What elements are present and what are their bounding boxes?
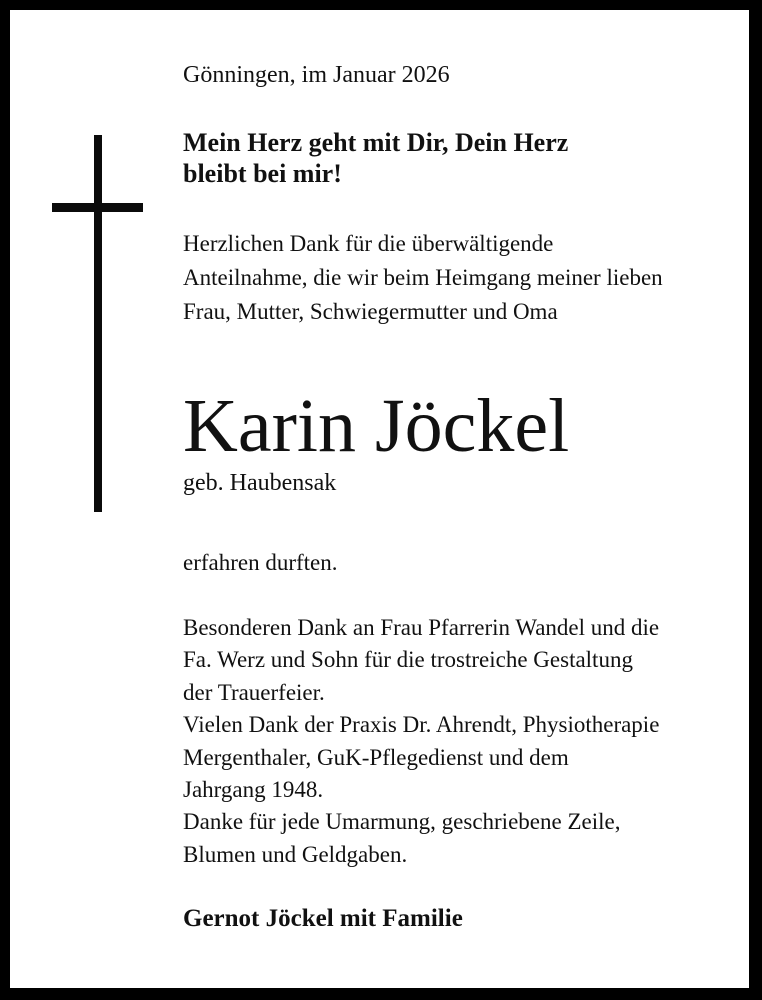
headline-line: Mein Herz geht mit Dir, Dein Herz [183,128,569,157]
thanks-line: Mergenthaler, GuK-Pflegedienst und dem [183,744,569,770]
thanks-line: Fa. Werz und Sohn für die trostreiche Gestaltung [183,647,633,673]
thanks-line: Blumen und Geldgaben. [183,841,408,867]
thanks-text [183,612,659,871]
deceased-name: Karin Jöckel [183,384,570,468]
cross-vertical-bar [94,135,102,512]
intro-continuation: erfahren durften. [183,550,338,575]
dateline: Gönningen, im Januar 2026 [183,62,450,88]
intro-line: Frau, Mutter, Schwiegermutter und Oma [183,299,558,324]
thanks-line: Jahrgang 1948. [183,777,324,803]
thanks-line: Danke für jede Umarmung, geschriebene Zeile, [183,809,621,835]
intro-line: Anteilnahme, die wir beim Heimgang meiner lieben [183,265,663,290]
thanks-line: Besonderen Dank an Frau Pfarrerin Wandel und die [183,615,660,640]
headline [183,127,568,189]
intro-line: Herzlichen Dank für die überwältigende [183,231,554,256]
signature: Gernot Jöckel mit Familie [183,905,463,932]
headline-line: bleibt bei mir! [183,159,342,188]
maiden-name: geb. Haubensak [183,470,337,496]
thanks-line: Vielen Dank der Praxis Dr. Ahrendt, Physiotherapie [183,712,660,738]
cross-horizontal-bar [52,203,143,212]
condolence-intro [183,227,663,329]
thanks-line: der Trauerfeier. [183,679,325,705]
